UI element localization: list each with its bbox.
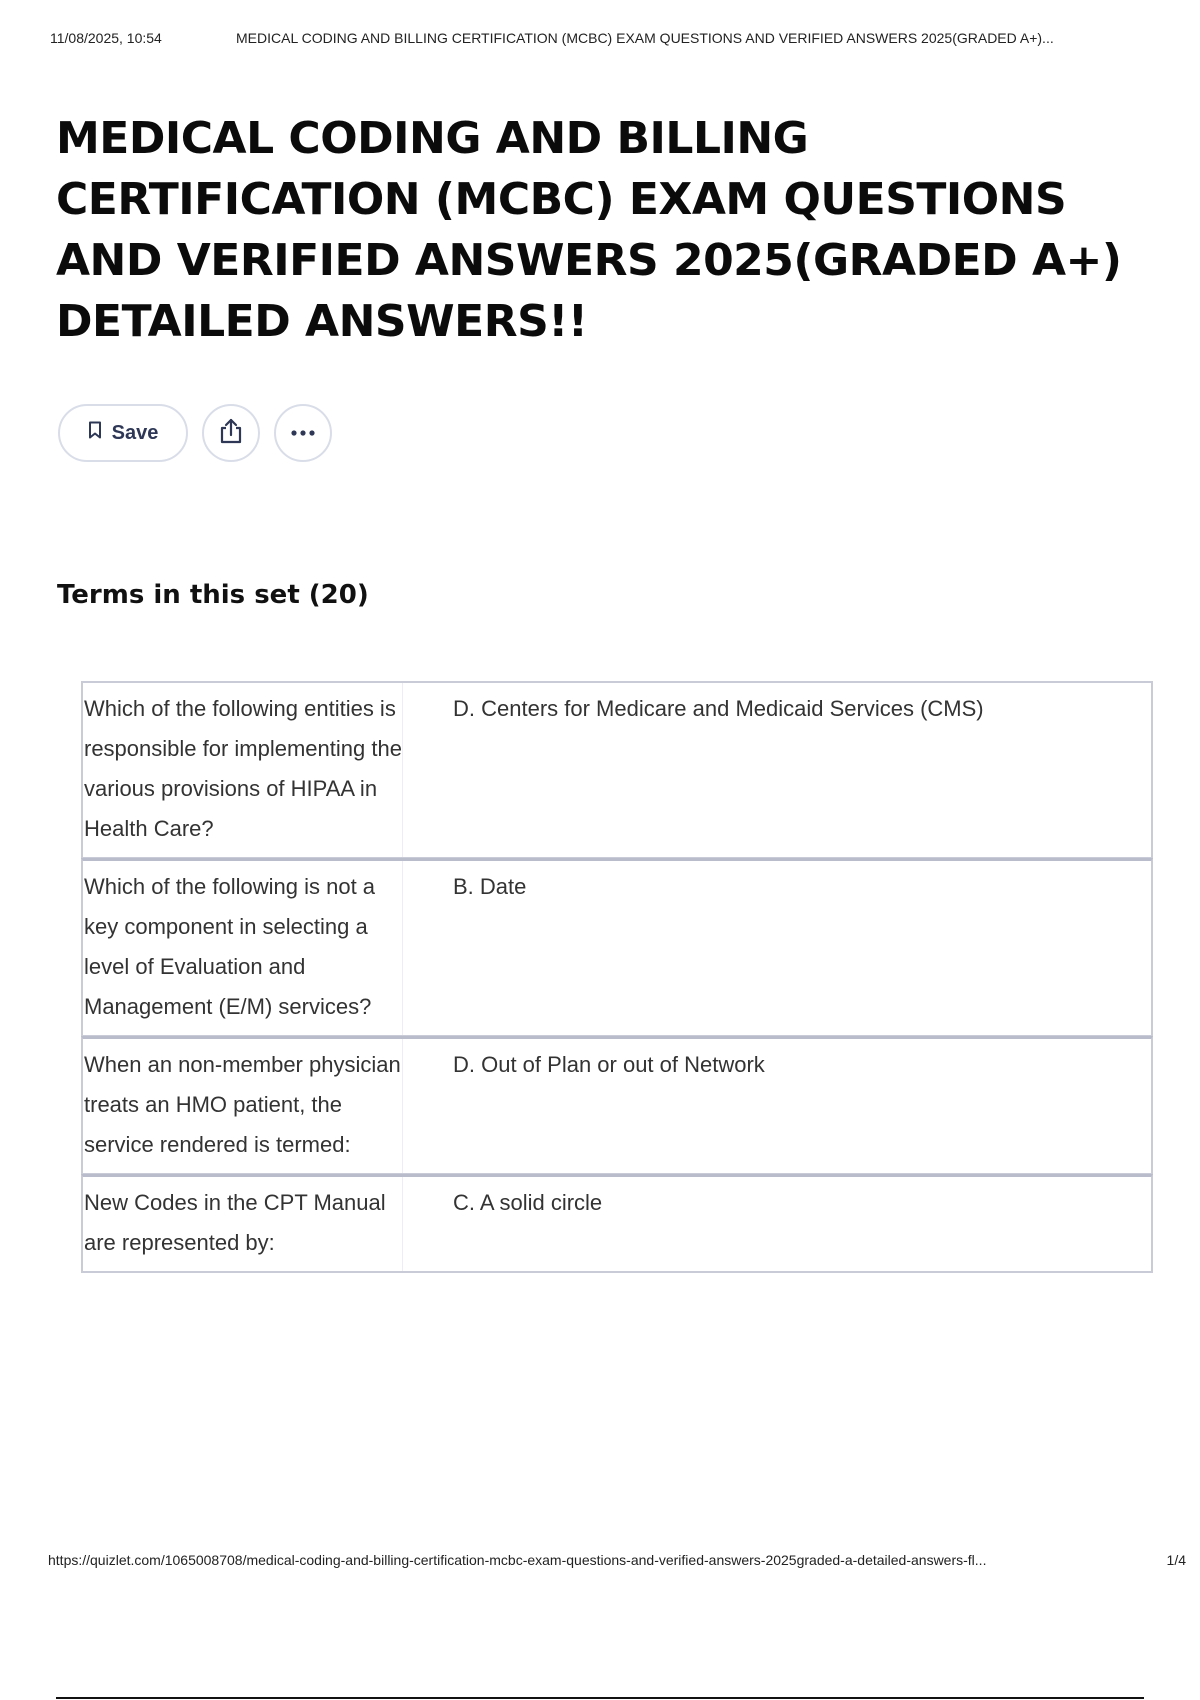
term-answer: C. A solid circle xyxy=(453,1190,603,1215)
page-title: MEDICAL CODING AND BILLING CERTIFICATION (MCBC) EXAM QUESTIONS AND VERIFIED ANSWERS 2025(GRADED A+) DETAILED ANSWERS!! xyxy=(56,113,1122,347)
print-page-number: 1/4 xyxy=(1166,1552,1186,1568)
more-options-button[interactable] xyxy=(274,404,332,462)
term-question: When an non-member physician treats an HMO patient, the service rendered is termed: xyxy=(83,1039,403,1173)
divider xyxy=(56,1697,1144,1699)
term-row xyxy=(81,1036,1153,1174)
term-answer: B. Date xyxy=(453,874,527,899)
save-button-label: Save xyxy=(111,421,159,444)
term-row xyxy=(81,858,1153,1036)
term-question: New Codes in the CPT Manual are represented by: xyxy=(83,1177,403,1271)
term-row xyxy=(81,1174,1153,1273)
bookmark-icon xyxy=(88,421,102,445)
terms-heading: Terms in this set (20) xyxy=(57,580,369,610)
action-bar xyxy=(58,404,332,462)
print-url: https://quizlet.com/1065008708/medical-coding-and-billing-certification-mcbc-exam-questions-and-verified-answers-2025graded-a-detailed-answers-fl... xyxy=(48,1552,987,1568)
term-answer: D. Out of Plan or out of Network xyxy=(453,1052,765,1077)
terms-table xyxy=(81,681,1153,1273)
print-footer xyxy=(48,1552,1186,1568)
save-button[interactable] xyxy=(58,404,188,462)
term-question: Which of the following is not a key component in selecting a level of Evaluation and Management (E/M) services? xyxy=(83,861,403,1035)
more-icon xyxy=(289,424,317,442)
share-icon xyxy=(218,417,244,450)
term-row xyxy=(81,681,1153,858)
print-header xyxy=(50,30,1180,46)
print-datetime: 11/08/2025, 10:54 xyxy=(50,30,162,46)
print-doc-title: MEDICAL CODING AND BILLING CERTIFICATION (MCBC) EXAM QUESTIONS AND VERIFIED ANSWERS 2025(GRADED A+)... xyxy=(236,30,1054,46)
share-button[interactable] xyxy=(202,404,260,462)
term-question: Which of the following entities is responsible for implementing the various provisions of HIPAA in Health Care? xyxy=(83,683,403,857)
term-answer: D. Centers for Medicare and Medicaid Services (CMS) xyxy=(453,696,984,721)
